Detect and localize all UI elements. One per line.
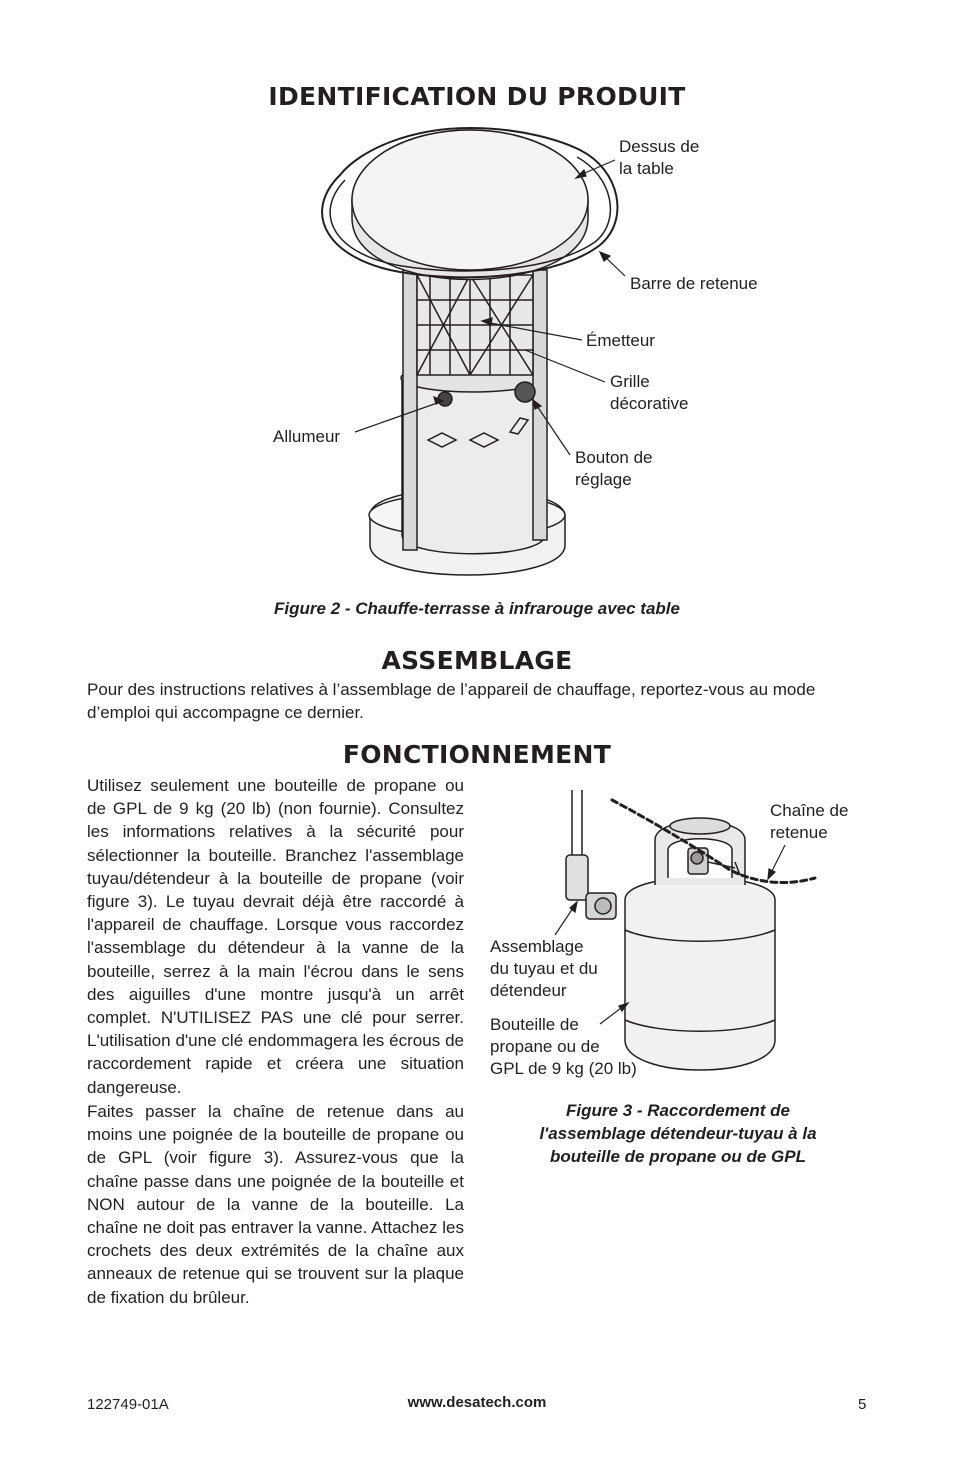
- assemblage-paragraph: Pour des instructions relatives à l’assemblage de l’appareil de chauffage, reportez-vous au mode d’emploi qui accompagne ce dernier.: [87, 680, 816, 723]
- label-chaine-de-retenue: Chaîne de retenue: [770, 801, 849, 842]
- label-allumeur: Allumeur: [273, 427, 341, 446]
- label-barre-de-retenue: Barre de retenue: [630, 274, 758, 293]
- fonctionnement-paragraph-1: Utilisez seulement une bouteille de propane ou de GPL de 9 kg (20 lb) (non fournie). Consultez les informations relatives à la sécurité pour sélectionner la bouteille. Branchez l'assemblage tuyau/détendeur à la bouteille de propane (voir figure 3). Le tuyau devrait déjà être raccordé à l'appareil de chauffage. Lorsque vous raccordez l'assemblage du détendeur à la vanne de la bouteille, serrez à la main l'écrou dans le sens des aiguilles d'une montre jusqu'à un arrêt complet. N'UTILISEZ PAS une clé pour serrer. L'utilisation d'une clé endommagera les écrous de raccordement rapide et créera une situation dangereuse.: [87, 776, 464, 1097]
- heading-assemblage: ASSEMBLAGE: [381, 646, 573, 675]
- website-link[interactable]: www.desatech.com: [407, 1394, 547, 1411]
- figure-2-caption: Figure 2 - Chauffe-terrasse à infrarouge avec table: [274, 599, 680, 618]
- page-number: 5: [858, 1396, 867, 1413]
- label-grille-decorative: Grille décorative: [610, 372, 689, 413]
- document-code: 122749-01A: [87, 1396, 169, 1413]
- label-bouteille-de-propane: Bouteille de propane ou de GPL de 9 kg (20 lb): [490, 1015, 637, 1078]
- fonctionnement-paragraph-2: Faites passer la chaîne de retenue dans au moins une poignée de la bouteille de propane ou de GPL (voir figure 3). Assurez-vous que la chaîne passe dans une poignée de la bouteille et NON autour de la vanne de la bouteille. La chaîne ne doit pas entraver la vanne. Attachez les crochets des deux extrémités de la chaîne aux anneaux de retenue qui se trouvent sur la plaque de fixation du brûleur.: [87, 1102, 464, 1307]
- label-dessus-de-la-table: Dessus de la table: [619, 137, 700, 178]
- label-assemblage-tuyau-detendeur: Assemblage du tuyau et du détendeur: [490, 937, 598, 1000]
- label-bouton-de-reglage: Bouton de réglage: [575, 448, 653, 489]
- heading-fonctionnement: FONCTIONNEMENT: [342, 740, 612, 769]
- label-emetteur: Émetteur: [586, 331, 655, 350]
- figure-3-caption: Figure 3 - Raccordement de l'assemblage détendeur-tuyau à la bouteille de propane ou de GPL: [539, 1101, 817, 1166]
- heading-identification: IDENTIFICATION DU PRODUIT: [268, 82, 686, 111]
